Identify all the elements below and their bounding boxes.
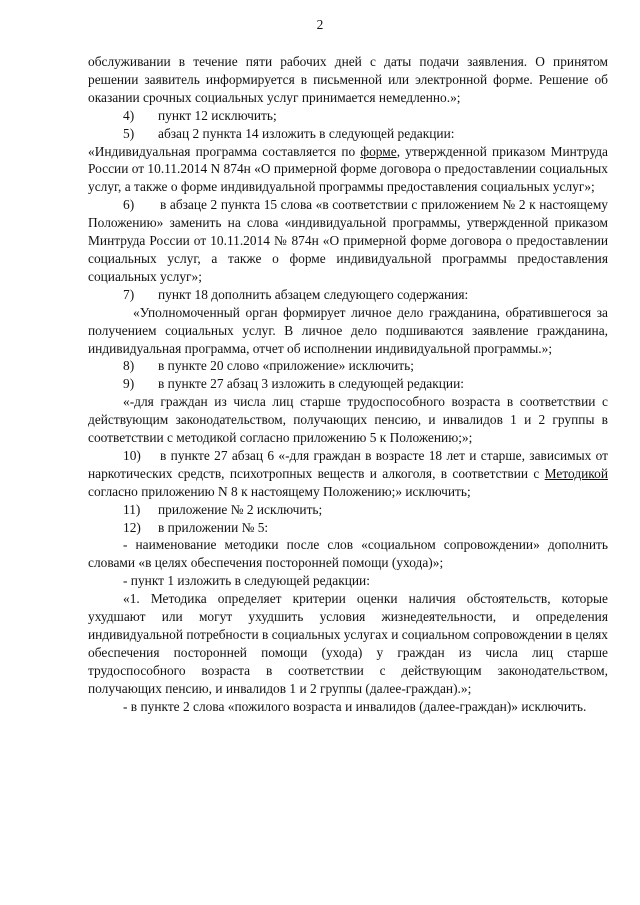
list-item-12 xyxy=(88,519,608,537)
list-item-6 xyxy=(88,196,608,286)
item-text: в приложении № 5: xyxy=(158,519,269,535)
item-text: согласно приложению N 8 к настоящему Положению;» исключить; xyxy=(88,483,471,499)
item-text: приложение № 2 исключить; xyxy=(158,501,323,517)
quoted-paragraph-5 xyxy=(88,143,608,197)
item-number: 8) xyxy=(123,358,135,374)
item-text: абзац 2 пункта 14 изложить в следующей редакции: xyxy=(158,125,455,141)
quoted-paragraph-9: «-для граждан из числа лиц старше трудоспособного возраста в соответствии с действующим законодательством, получающих пенсию, и инвалидов 1 и 2 группы в соответствии с методикой согласно приложению 5 к Положению;»; xyxy=(88,394,608,446)
item-text: в абзаце 2 пункта 15 слова «в соответствии с приложением № 2 к настоящему Положению» заменить на слова «индивидуальной программы, утвержденной приказом Минтруда России от 10.11.2014 № 874н «О примерной форме договора о предоставлении социальных услуг, а также о форме индивидуальной программы предоставления социальных услуг»; xyxy=(88,197,608,284)
list-item-8 xyxy=(88,357,608,375)
item-number: 11) xyxy=(123,501,141,517)
page-number: 2 xyxy=(316,17,324,32)
item-text: пункт 18 дополнить абзацем следующего содержания: xyxy=(158,286,469,302)
list-item-5 xyxy=(88,125,608,143)
list-item-7 xyxy=(88,286,608,304)
list-item-9 xyxy=(88,375,608,393)
dash-paragraph-1: - наименование методики после слов «социальном сопровождении» дополнить словами «в целях обеспечения посторонней помощи (ухода)»; xyxy=(88,537,608,571)
list-item-4 xyxy=(88,107,608,125)
methodology-link[interactable]: Методикой xyxy=(544,465,608,481)
item-text: пункт 12 исключить; xyxy=(158,107,277,123)
item-number: 7) xyxy=(123,286,135,302)
item-text: в пункте 20 слово «приложение» исключить; xyxy=(158,358,414,374)
item-number: 12) xyxy=(123,519,141,535)
form-link[interactable]: форме xyxy=(360,143,397,159)
item-number: 6) xyxy=(123,197,135,213)
list-item-11 xyxy=(88,501,608,519)
item-text: в пункте 27 абзац 3 изложить в следующей редакции: xyxy=(158,376,464,392)
item-number: 5) xyxy=(123,125,135,141)
item-number: 4) xyxy=(123,107,135,123)
dash-paragraph-3: - в пункте 2 слова «пожилого возраста и инвалидов (далее-граждан)» исключить. xyxy=(123,698,587,714)
item-text: в пункте 27 абзац 6 «-для граждан в возрасте 18 лет и старше, зависимых от наркотических средств, психотропных веществ и алкоголя, в соответствии с xyxy=(88,447,608,481)
item-number: 9) xyxy=(123,376,135,392)
paragraph-continuation: обслуживании в течение пяти рабочих дней с даты подачи заявления. О принятом решении заявитель информируется в письменной или электронной форме. Решение об оказании срочных социальных услуг принимается немедленно.»; xyxy=(88,54,608,105)
dash-paragraph-2: - пункт 1 изложить в следующей редакции: xyxy=(123,573,370,589)
list-item-10 xyxy=(88,447,608,501)
item-number: 10) xyxy=(123,447,141,463)
document-body xyxy=(88,53,608,716)
quoted-paragraph-12: «1. Методика определяет критерии оценки наличия обстоятельств, которые ухудшают или могут ухудшить условия жизнедеятельности, и определения индивидуальной потребности в социальных услугах и социальном сопровождении в целях обеспечения посторонней помощи (ухода) у граждан из числа лиц старше трудоспособного возраста в соответствии с действующим законодательством, получающих пенсию, и инвалидов 1 и 2 группы (далее-граждан).»; xyxy=(88,591,608,696)
quote-text: «Индивидуальная программа составляется по xyxy=(88,143,361,159)
quote-text: , утвержденной приказом Минтруда России от 10.11.2014 N 874н «О примерной форме договора о предоставлении социальных услуг, а также о форме индивидуальной программы предоставления социальных услуг»; xyxy=(88,143,608,195)
quoted-paragraph-7: «Уполномоченный орган формирует личное дело гражданина, обратившегося за получением социальных услуг. В личное дело подшиваются заявление гражданина, индивидуальная программа, отчет об исполнении индивидуальной программы.»; xyxy=(88,304,608,356)
